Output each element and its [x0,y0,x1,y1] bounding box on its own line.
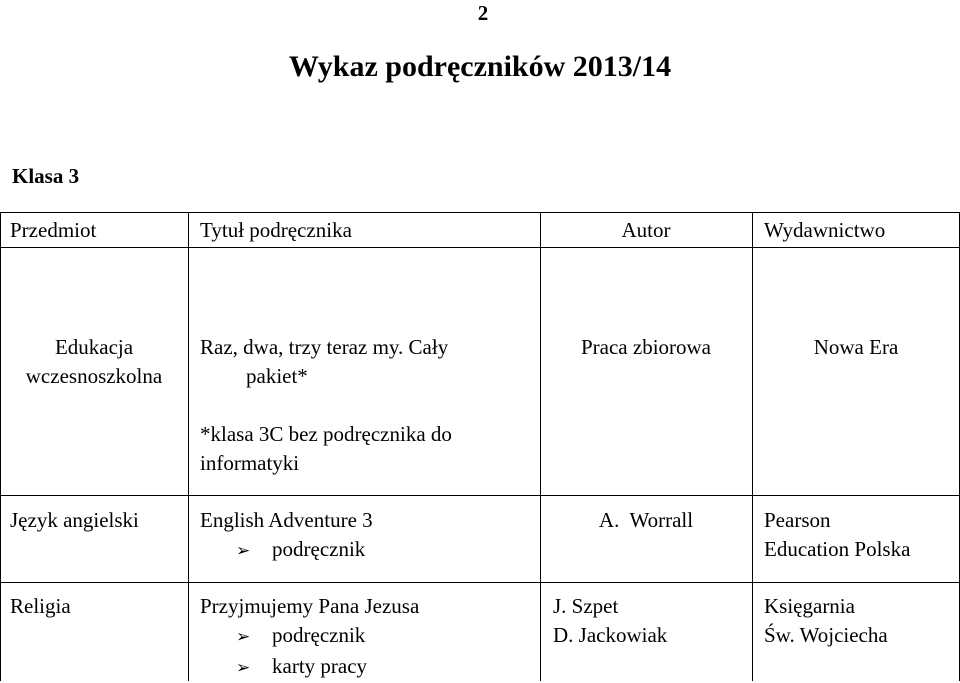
author-line: D. Jackowiak [553,623,668,647]
class-heading: Klasa 3 [12,164,80,188]
header-tytul: Tytuł podręcznika [200,218,352,242]
title-line: Raz, dwa, trzy teraz my. Cały [200,335,449,359]
list-item [236,621,419,652]
publisher-line: Pearson [764,508,831,532]
table-top-border [0,212,960,213]
row1-note [200,420,452,478]
title-line: English Adventure 3 [200,508,373,532]
column-divider [540,212,541,681]
list-item [236,652,419,683]
row2-publisher [764,506,910,564]
column-divider [188,212,189,681]
list-item-label: podręcznik [272,537,366,561]
page-number: 2 [477,1,489,25]
publisher-line: Education Polska [764,537,911,561]
row2-author: A. Worrall [598,508,694,532]
subject-line: Edukacja [54,335,134,359]
row3-publisher [764,592,888,650]
row1-subject [0,333,188,391]
author-line: J. Szpet [553,594,619,618]
header-wydawnictwo: Wydawnictwo [764,218,886,242]
document-title: Wykaz podręczników 2013/14 [288,50,672,83]
title-line: pakiet* [246,364,308,388]
header-bottom-border [0,247,960,248]
list-item [236,535,373,566]
note-line: *klasa 3C bez podręcznika do [200,422,452,446]
column-divider [752,212,753,681]
publisher-line: Księgarnia [764,594,855,618]
subject-line: wczesnoszkolna [25,364,163,388]
row3-author [553,592,667,650]
note-line: informatyki [200,451,300,475]
row2-title [200,506,373,566]
row-divider [0,582,960,583]
publisher-line: Św. Wojciecha [764,623,888,647]
arrow-bullet-icon: ➢ [236,627,251,647]
arrow-bullet-icon: ➢ [236,541,251,561]
row1-title [188,333,540,391]
arrow-bullet-icon: ➢ [236,658,251,678]
list-item-label: podręcznik [272,623,366,647]
row1-publisher: Nowa Era [813,335,899,359]
row3-subject: Religia [10,594,71,618]
row2-subject: Język angielski [10,508,139,532]
title-line: Przyjmujemy Pana Jezusa [200,594,420,618]
row-divider [0,495,960,496]
header-przedmiot: Przedmiot [10,218,97,242]
list-item-label: karty pracy [272,654,368,678]
row1-author: Praca zbiorowa [580,335,712,359]
row3-title [200,592,419,683]
table-left-border [0,212,1,681]
header-autor: Autor [621,218,671,242]
